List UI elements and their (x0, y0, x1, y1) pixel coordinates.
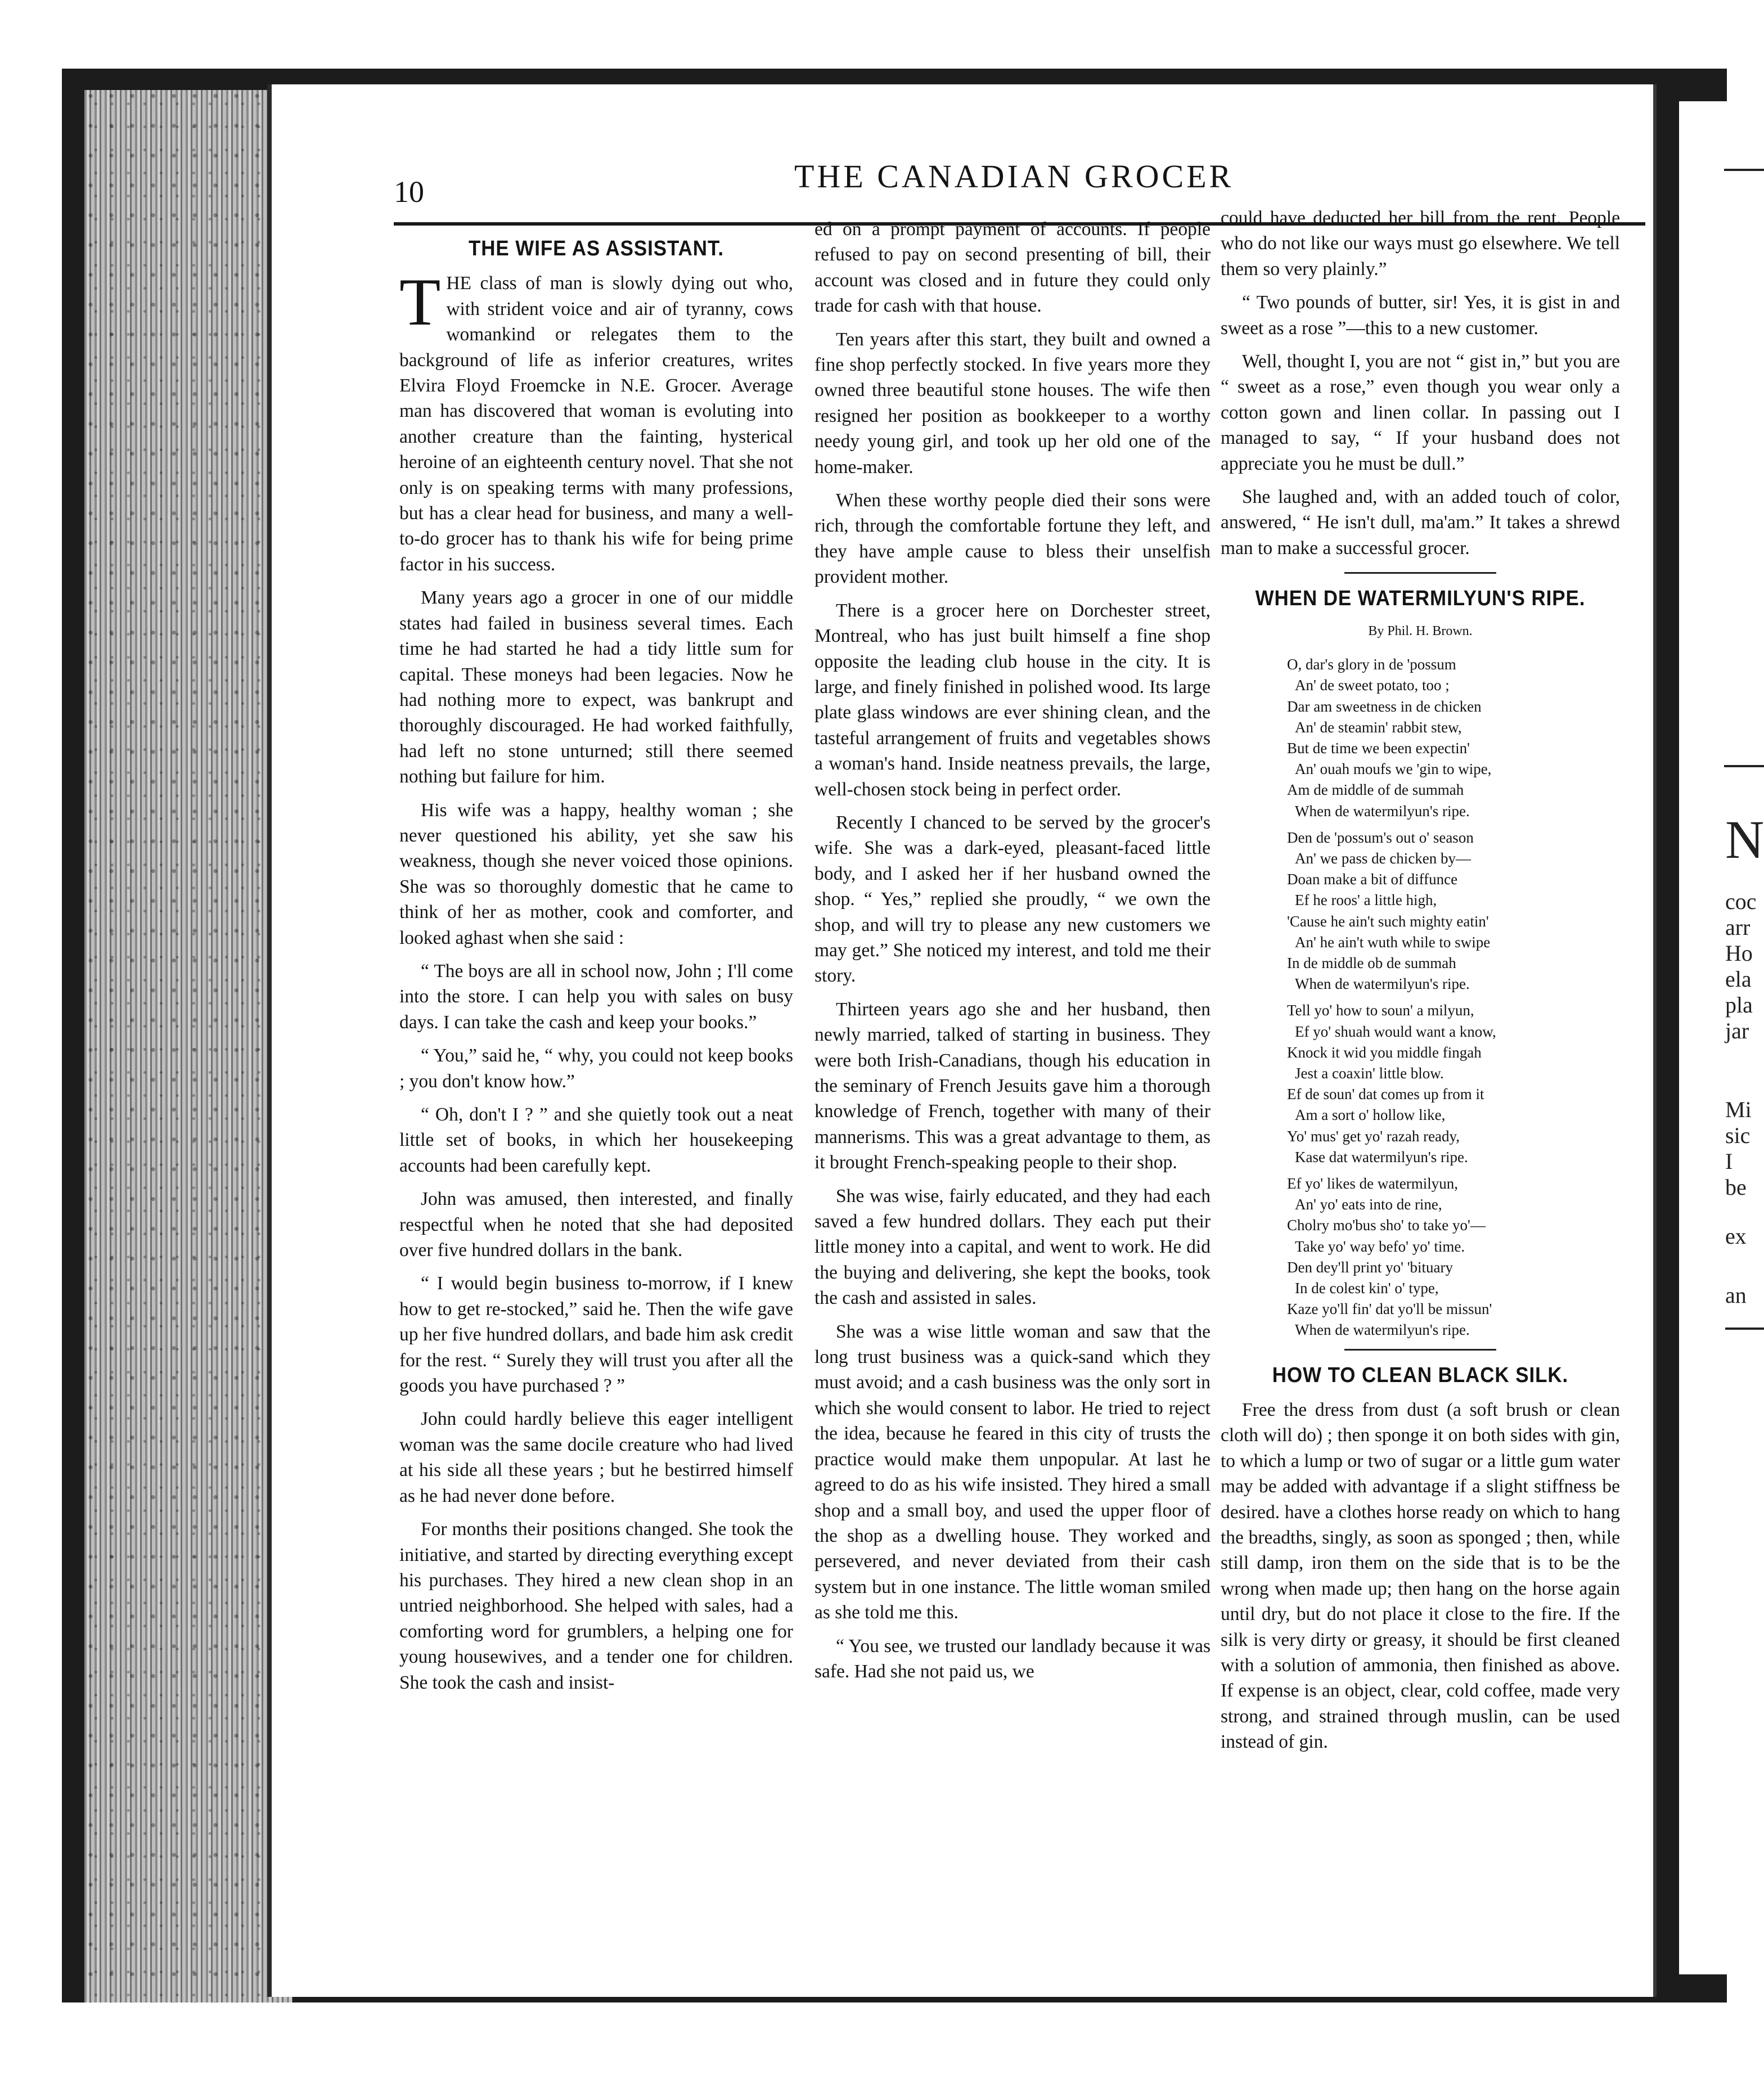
article-paragraph: Many years ago a grocer in one of our middle states had failed in business several times. Each time he had started he had a tidy little sum for capital. These moneys had been legacies. Now he had nothing more to expect, was bankrupt and thoroughly discouraged. He had worked faithfully, had left no stone unturned; still there seemed nothing but failure for him. (399, 587, 793, 788)
fragment-dropcap: N (1725, 809, 1764, 870)
article-paragraph: “ Oh, don't I ? ” and she quietly took out a neat little set of books, in which her housekeeping accounts had been carefully kept. (399, 1104, 793, 1176)
drop-cap: T (399, 264, 441, 340)
article-paragraph: “ Two pounds of butter, sir! Yes, it is gist in and sweet as a rose ”—this to a new customer. (1221, 292, 1620, 339)
column-3 (1221, 205, 1620, 1763)
article-paragraph: His wife was a happy, healthy woman ; she never questioned his ability, yet she saw his weakness, though she never voiced those opinions. She was so thoroughly domestic that he came to think of her as mother, cook and comforter, and looked aghast when she said : (399, 799, 793, 948)
section-divider (1344, 572, 1496, 574)
running-head: THE CANADIAN GROCER (794, 158, 1234, 195)
article-title-wife-as-assistant: THE WIFE AS ASSISTANT. (468, 237, 724, 260)
section-divider (1344, 1349, 1496, 1351)
article-paragraph: “ You see, we trusted our landlady because it was safe. Had she not paid us, we (814, 1635, 1210, 1682)
article-paragraph: She laughed and, with an added touch of color, answered, “ He isn't dull, ma'am.” It takes a shrewd man to make a successful grocer. (1221, 487, 1620, 559)
article-paragraph: THE class of man is slowly dying out who, with strident voice and air of tyranny, cows womankind or relegates them to the background of life as inferior creatures, writes Elvira Floyd Froemcke in N.E. Grocer. Average man has discovered that woman is evoluting into another creature than the fainting, hysterical heroine of an eighteenth century novel. That she not only is on speaking terms with many professions, but has a clear head for business, and many a well-to-do grocer has to thank his wife for being prime factor in his success. (399, 264, 793, 575)
article-paragraph: Thirteen years ago she and her husband, then newly married, talked of starting in business. They were both Irish-Canadians, though his education in the seminary of French Jesuits gave him a thorough knowledge of French, together with many of their mannerisms. This was a great advantage to them, as it brought French-speaking people to their shop. (814, 998, 1210, 1173)
article-paragraph: Recently I chanced to be served by the grocer's wife. She was a dark-eyed, pleasant-faced little body, and I asked her if her husband owned the shop. “ Yes,” replied she proudly, “ we own the shop, and will try to please any new customers we may get.” She noticed my interest, and told me their story. (814, 812, 1210, 987)
article-paragraph: John was amused, then interested, and finally respectful when he noted that she had deposited over five hundred dollars in the bank. (399, 1189, 793, 1261)
article-paragraph: She was wise, fairly educated, and they had each saved a few hundred dollars. They each put their little money into a capital, and went to work. He did the buying and delivering, she kept the books, took the cash and assisted in sales. (814, 1185, 1210, 1309)
article-paragraph: “ I would begin business to-morrow, if I knew how to get re-stocked,” said he. Then the wife gave up her five hundred dollars, and bade him ask credit for the rest. “ Surely they will trust you after all the goods you have purchased ? ” (399, 1273, 793, 1397)
poem-stanza: Den de 'possum's out o' season An' we pass de chicken by— Doan make a bit of diffunce Ef he roos' a little high, 'Cause he ain't such mighty eatin' An' he ain't wuth while to swipe In de middle ob de summah When de watermilyun's ripe. (1287, 829, 1491, 993)
article-paragraph: Free the dress from dust (a soft brush or clean cloth will do) ; then sponge it on both sides with gin, to which a lump or two of sugar or a little gum water may be added with advantage if a slight stiffness be desired. have a clothes horse ready on which to hang the breadths, singly, as soon as sponged ; then, while still damp, iron them on the side that is to be the wrong when made up; then hang on the horse again until dry, but do not place it close to the fire. If the silk is very dirty or greasy, it should be first cleaned with a solution of ammonia, then finished as above. If expense is an object, clear, cold coffee, made very strong, and strained through muslin, can be used instead of gin. (1221, 1400, 1620, 1753)
poem-stanza: Tell yo' how to soun' a milyun, Ef yo' shuah would want a know, Knock it wid you middle fingah Jest a coaxin' little blow. Ef de soun' dat comes up from it Am a sort o' hollow like, Yo' mus' get yo' razah ready, Kase dat watermilyun's ripe. (1287, 1002, 1496, 1166)
article-paragraph: She was a wise little woman and saw that the long trust business was a quick-sand which they must avoid; and a cash business was the only sort in which she would consent to labor. He tried to reject the idea, because he feared in this city of trusts the practice would make them unpopular. At last he agreed to do as his wife insisted. They hired a small shop and a small boy, and used the upper floor of the shop as a dwelling house. They worked and persevered, and never deviated from their cash system but in one instance. The little woman smiled as she told me this. (814, 1321, 1210, 1623)
article-paragraph: “ You,” said he, “ why, you could not keep books ; you don't know how.” (399, 1045, 793, 1092)
article-paragraph: ed on a prompt payment of accounts. If people refused to pay on second presenting of bill, their account was closed and in future they could only trade for cash with that house. (814, 219, 1210, 317)
scan-bottom-margin (0, 2002, 1764, 2088)
poem-title: WHEN DE WATERMILYUN'S RIPE. (1255, 587, 1586, 611)
article-paragraph: When these worthy people died their sons were rich, through the comfortable fortune they left, and they have ample cause to bless their unselfish provident mother. (814, 490, 1210, 588)
page-number: 10 (394, 175, 424, 209)
column-2 (814, 217, 1210, 1692)
article-paragraph: could have deducted her bill from the rent. People who do not like our ways must go elsewhere. We tell them so very plainly.” (1221, 208, 1620, 280)
article-paragraph: Ten years after this start, they built and owned a fine shop perfectly stocked. In five years more they owned three beautiful stone houses. The wife then resigned her position as bookkeeper to a worthy needy young girl, and took up her old one of the home-maker. (814, 328, 1210, 478)
article-paragraph: There is a grocer here on Dorchester street, Montreal, who has just built himself a fine shop opposite the leading club house in the city. It is large, and finely finished in polished wood. Its large plate glass windows are ever shining clean, and the tasteful arrangement of fruits and vegetables shows a woman's hand. Inside neatness prevails, the large, well-chosen stock being in perfect order. (814, 600, 1210, 800)
column-1 (399, 225, 793, 1703)
poem-body (1287, 654, 1620, 1341)
poem-byline: By Phil. H. Brown. (1368, 623, 1473, 638)
facing-page-fragment: N coc arr Ho ela pla jar Mi sic I be ex an (1679, 101, 1764, 1974)
article-paragraph: Well, thought I, you are not “ gist in,” but you are “ sweet as a rose,” even though you wear only a cotton gown and linen collar. In passing out I managed to say, “ If your husband does not appreciate you he must be dull.” (1221, 351, 1620, 474)
poem-stanza: O, dar's glory in de 'possum An' de sweet potato, too ; Dar am sweetness in de chicken An' de steamin' rabbit stew, But de time we been expectin' An' ouah moufs we 'gin to wipe, Am de middle of de summah When de watermilyun's ripe. (1287, 656, 1492, 820)
article-paragraph: John could hardly believe this eager intelligent woman was the same docile creature who had lived at his side all these years ; but he bestirred himself as he had never done before. (399, 1408, 793, 1506)
poem-stanza: Ef yo' likes de watermilyun, An' yo' eats into de rine, Cholry mo'bus sho' to take yo'— Take yo' way befo' yo' time. Den dey'll print yo' 'bituary In de colest kin' o' type, Kaze yo'll fin' dat yo'll be missun' When de watermilyun's ripe. (1287, 1174, 1492, 1339)
article-title-black-silk: HOW TO CLEAN BLACK SILK. (1272, 1363, 1569, 1387)
article-paragraph: “ The boys are all in school now, John ; I'll come into the store. I can help you with sales on busy days. I can take the cash and keep your books.” (399, 960, 793, 1033)
book-page-edges (84, 90, 292, 2002)
article-paragraph: For months their positions changed. She took the initiative, and started by directing everything except his purchases. They hired a new clean shop in an untried neighborhood. She helped with sales, had a comforting word for grumblers, a helping one for young housewives, and a tender one for children. She took the cash and insist- (399, 1519, 793, 1693)
